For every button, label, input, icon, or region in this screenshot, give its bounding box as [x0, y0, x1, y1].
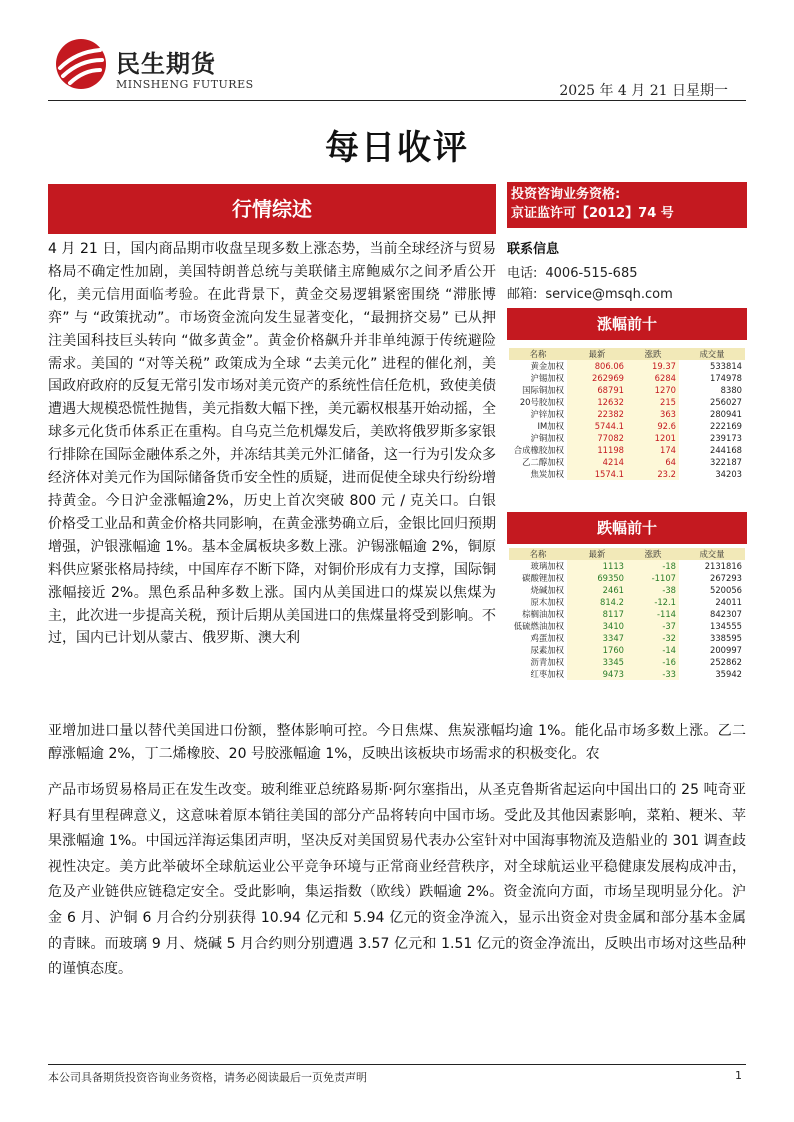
price-change: 92.6: [627, 420, 679, 432]
volume: 35942: [715, 669, 742, 679]
price-change: 1201: [627, 432, 679, 444]
section-title-banner: 行情综述: [48, 184, 496, 234]
table-row: [509, 584, 745, 596]
volume: 267293: [710, 573, 742, 583]
contract-name: 20号胶加权: [519, 397, 564, 407]
table-row: [509, 408, 745, 420]
contract-name: 沪铜加权: [530, 433, 564, 443]
table-row: [509, 644, 745, 656]
market-overview-paragraph: 4 月 21 日，国内商品期市收盘呈现多数上涨态势，当前全球经济与贸易格局不确定性加剧，美国特朗普总统与美联储主席鲍威尔之间矛盾公开化，美元信用面临考验。在此背景下，黄金交易逻辑紧密围绕 “滞胀博弈” 与 “政策扰动”。市场资金流向发生显著变化，“最拥挤交易” 已从押注美国科技巨头转向 “做多黄金”。黄金价格飙升并非单纯源于传统避险需求。美国的 “对等关税” 政策成为全球 “去美元化” 进程的催化剂，美国政府政府的反复无常引发市场对美元资产的系统性信任危机，致使美债遭遇大规模恐慌性抛售，美元指数大幅下挫，美元霸权根基开始动摇，全球多元化货币体系正在重构。自乌克兰危机爆发后，美欧将俄罗斯多家银行排除在国际金融体系之外，并冻结其美元外汇储备，这一行为引发众多经济体对美元作为国际储备货币安全性的质疑，进而促使全球央行纷纷增持黄金。今日沪金涨幅逾2%，历史上首次突破 800 元 / 克关口。白银价格受工业品和黄金价格共同影响，在黄金涨势确立后，金银比回归预期增强，沪银涨幅逾 1%。基本金属板块多数上涨。沪锡涨幅逾 2%，铜原料供应紧张格局持续，中国库存不断下降，对铜价形成有力支撑，国际铜涨幅接近 2%。黑色系品种多数上涨。国内从美国进口的煤炭以焦煤为主，此次进一步提高关税，预计后期从美国进口的焦煤量将受到影响。不过，国内已计划从蒙古、俄罗斯、澳大利: [48, 241, 496, 647]
volume: 244168: [710, 445, 742, 455]
table-row: [509, 596, 745, 608]
contact-email: [507, 283, 673, 302]
price-change: -32: [627, 632, 679, 644]
table-header-row: [509, 348, 745, 360]
price-change: -38: [627, 584, 679, 596]
contract-name: IM加权: [537, 421, 564, 431]
price-change: -114: [627, 608, 679, 620]
contract-name: 原木加权: [530, 597, 564, 607]
volume: 322187: [710, 457, 742, 467]
report-date: 2025 年 4 月 21 日星期一: [559, 83, 728, 99]
volume: 842307: [710, 609, 742, 619]
qualification-line-1: 投资咨询业务资格:: [511, 187, 621, 202]
price-change: -1107: [627, 572, 679, 584]
latest-price: 1113: [567, 560, 627, 572]
table-row: [509, 432, 745, 444]
volume: 222169: [710, 421, 742, 431]
latest-price: 11198: [567, 444, 627, 456]
contract-name: 玻璃加权: [530, 561, 564, 571]
latest-price: 69350: [567, 572, 627, 584]
table-row: [509, 656, 745, 668]
volume: 24011: [715, 597, 742, 607]
volume: 200997: [710, 645, 742, 655]
column-header: 成交量: [679, 548, 745, 560]
table-row: [509, 372, 745, 384]
contract-name: 沥青加权: [530, 657, 564, 667]
latest-price: 1760: [567, 644, 627, 656]
volume: 520056: [710, 585, 742, 595]
price-change: 215: [627, 396, 679, 408]
latest-price: 68791: [567, 384, 627, 396]
email-value: service@msqh.com: [545, 287, 673, 302]
market-overview-continued: 亚增加进口量以替代美国进口份额，整体影响可控。今日焦煤、焦炭涨幅均逾 1%。能化品市场多数上涨。乙二醇涨幅逾 2%，丁二烯橡胶、20 号胶涨幅逾 1%，反映出该板块市场需求的积极变化。农: [48, 723, 746, 762]
price-change: 19.37: [627, 360, 679, 372]
volume: 174978: [710, 373, 742, 383]
volume: 338595: [710, 633, 742, 643]
contract-name: 棕榈油加权: [522, 609, 564, 619]
header-divider: [48, 100, 746, 101]
contract-name: 烧碱加权: [530, 585, 564, 595]
volume: 533814: [710, 361, 742, 371]
table-row: [509, 360, 745, 372]
latest-price: 77082: [567, 432, 627, 444]
latest-price: 1574.1: [567, 468, 627, 480]
latest-price: 262969: [567, 372, 627, 384]
email-label: 邮箱:: [507, 287, 538, 302]
volume: 134555: [710, 621, 742, 631]
table-row: [509, 608, 745, 620]
contact-title: 联系信息: [507, 242, 560, 257]
qualification-box: [507, 182, 747, 228]
price-change: 6284: [627, 372, 679, 384]
contract-name: 国际铜加权: [522, 385, 564, 395]
contract-name: 鸡蛋加权: [530, 633, 564, 643]
contract-name: 碳酸锂加权: [522, 573, 564, 583]
table-row: [509, 668, 745, 680]
volume: 239173: [710, 433, 742, 443]
footer-disclaimer: 本公司具备期货投资咨询业务资格，请务必阅读最后一页免责声明: [48, 1071, 367, 1084]
column-header: 成交量: [679, 348, 745, 360]
latest-price: 3345: [567, 656, 627, 668]
page-title: 每日收评: [325, 128, 469, 168]
latest-price: 8117: [567, 608, 627, 620]
contract-name: 合成橡胶加权: [513, 445, 564, 455]
volume: 280941: [710, 409, 742, 419]
volume: 252862: [710, 657, 742, 667]
table-header-row: [509, 548, 745, 560]
volume: 256027: [710, 397, 742, 407]
table-row: [509, 572, 745, 584]
column-header: 涨跌: [627, 348, 679, 360]
price-change: -18: [627, 560, 679, 572]
minsheng-logo-icon: [50, 38, 112, 90]
footer-divider: [48, 1064, 746, 1065]
price-change: 64: [627, 456, 679, 468]
contract-name: 红枣加权: [530, 669, 564, 679]
contract-name: 焦炭加权: [530, 469, 564, 479]
qualification-line-2: 京证监许可【2012】74 号: [511, 206, 674, 221]
column-header: 最新: [567, 348, 627, 360]
column-header: 名称: [509, 548, 567, 560]
contract-name: 低硫燃油加权: [513, 621, 564, 631]
price-change: 1270: [627, 384, 679, 396]
brand-name: 民生期货: [116, 50, 216, 78]
volume: 34203: [715, 469, 742, 479]
price-change: -37: [627, 620, 679, 632]
phone-label: 电话:: [507, 266, 538, 281]
price-change: 174: [627, 444, 679, 456]
latest-price: 2461: [567, 584, 627, 596]
price-change: 363: [627, 408, 679, 420]
table-row: [509, 620, 745, 632]
contract-name: 尿素加权: [530, 645, 564, 655]
price-change: -16: [627, 656, 679, 668]
table-row: [509, 384, 745, 396]
page-number: 1: [735, 1069, 742, 1082]
volume: 2131816: [704, 561, 742, 571]
table-row: [509, 420, 745, 432]
price-change: -14: [627, 644, 679, 656]
table-row: [509, 456, 745, 468]
price-change: 23.2: [627, 468, 679, 480]
table-row: [509, 444, 745, 456]
latest-price: 814.2: [567, 596, 627, 608]
latest-price: 3410: [567, 620, 627, 632]
table-row: [509, 396, 745, 408]
latest-price: 5744.1: [567, 420, 627, 432]
gainers-title-banner: 涨幅前十: [507, 308, 747, 340]
losers-table: [509, 548, 745, 680]
price-change: -12.1: [627, 596, 679, 608]
volume: 8380: [720, 385, 742, 395]
brand-name-english: MINSHENG FUTURES: [116, 78, 254, 91]
latest-price: 9473: [567, 668, 627, 680]
phone-value: 4006-515-685: [545, 266, 638, 281]
latest-price: 22382: [567, 408, 627, 420]
column-header: 最新: [567, 548, 627, 560]
contract-name: 黄金加权: [530, 361, 564, 371]
contract-name: 沪锌加权: [530, 409, 564, 419]
latest-price: 4214: [567, 456, 627, 468]
column-header: 名称: [509, 348, 567, 360]
table-row: [509, 632, 745, 644]
contract-name: 沪锡加权: [530, 373, 564, 383]
market-overview-paragraph-2: 产品市场贸易格局正在发生改变。玻利维亚总统路易斯·阿尔塞指出，从圣克鲁斯省起运向中国出口的 25 吨奇亚籽具有里程碑意义，这意味着原本销往美国的部分产品将转向中国市场。受此及其他因素影响，菜粕、粳米、苹果涨幅逾 1%。中国远洋海运集团声明，坚决反对美国贸易代表办公室针对中国海事物流及造船业的 301 调查歧视性决定。美方此举破坏全球航运业公平竞争环境与正常商业经营秩序，对全球航运业平稳健康发展构成冲击，危及产业链供应链稳定安全。受此影响，集运指数（欧线）跌幅逾 2%。资金流向方面，市场呈现明显分化。沪金 6 月、沪铜 6 月合约分别获得 10.94 亿元和 5.94 亿元的资金净流入，显示出资金对贵金属和部分基本金属的青睐。而玻璃 9 月、烧碱 5 月合约则分别遭遇 3.57 亿元和 1.51 亿元的资金净流出，反映出市场对这些品种的谨慎态度。: [48, 782, 746, 978]
latest-price: 12632: [567, 396, 627, 408]
latest-price: 806.06: [567, 360, 627, 372]
table-row: [509, 468, 745, 480]
gainers-table: [509, 348, 745, 480]
contact-phone: [507, 262, 637, 281]
price-change: -33: [627, 668, 679, 680]
contract-name: 乙二醇加权: [522, 457, 564, 467]
latest-price: 3347: [567, 632, 627, 644]
losers-title-banner: 跌幅前十: [507, 512, 747, 544]
table-row: [509, 560, 745, 572]
column-header: 涨跌: [627, 548, 679, 560]
